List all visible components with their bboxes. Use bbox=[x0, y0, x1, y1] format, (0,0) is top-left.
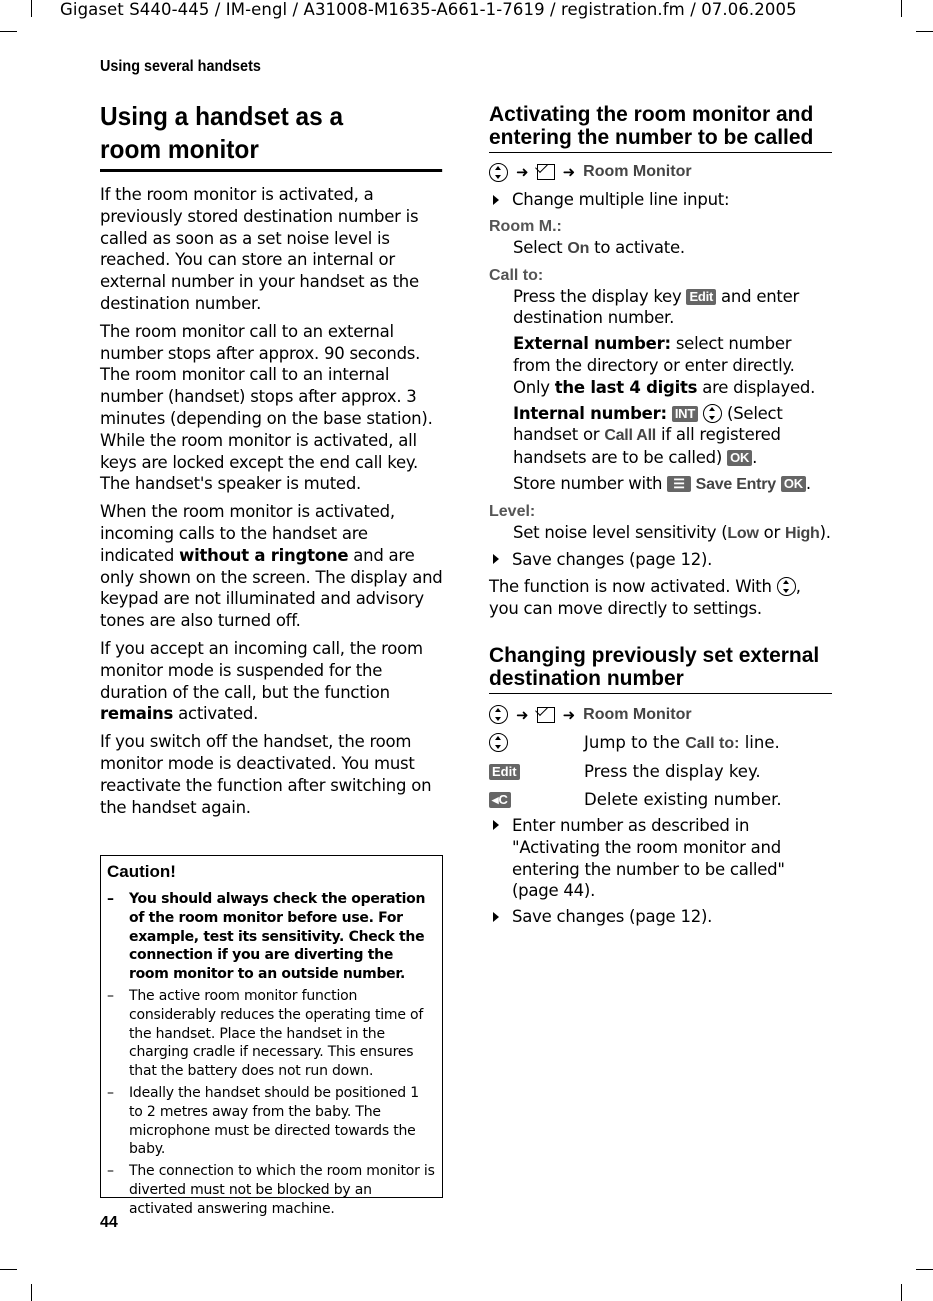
crop-mark bbox=[0, 31, 17, 32]
step-save-changes: Save changes (page 12). bbox=[493, 906, 832, 928]
caution-item: – The active room monitor function considerably reduces the operating time of the handset. Place the handset in the charging cradle if necessary. This ensures that the battery does not run down. bbox=[107, 987, 424, 1080]
int-key-icon: INT bbox=[672, 406, 698, 422]
running-header: Gigaset S440-445 / IM-engl / A31008-M1635-A661-1-7619 / registration.fm / 07.06.2005 bbox=[60, 0, 797, 19]
control-key-icon bbox=[489, 705, 508, 724]
control-key-icon bbox=[703, 404, 722, 423]
caution-item: – You should always check the operation of the room monitor before use. For example, test its sensitivity. Check the connection if you are diverting the room monitor to an outside number. bbox=[107, 891, 426, 983]
page-number: 44 bbox=[100, 1214, 118, 1231]
level-text: Set noise level sensitivity (Low or High). bbox=[513, 522, 831, 542]
changing-heading: Changing previously set external destination number bbox=[489, 644, 832, 694]
crop-mark bbox=[0, 1269, 17, 1270]
level-label: Level: bbox=[489, 502, 536, 520]
incoming-calls-paragraph: When the room monitor is activated, incoming calls to the handset are indicated without a ringtone and are only shown on the screen. The display and keypad are not illuminated and advisory tones are also turned off. bbox=[100, 502, 443, 631]
intro-paragraph: If the room monitor is activated, a previously stored destination number is called as soon as a set noise level is reached. You can store an internal or external number in your handset as the destination number. bbox=[100, 185, 419, 313]
left-column bbox=[100, 100, 443, 818]
page-heading: Using a handset as a room monitor bbox=[100, 100, 442, 172]
crop-mark bbox=[901, 1284, 902, 1301]
menu-key-icon: ☰ bbox=[667, 476, 690, 492]
room-m-label: Room M.: bbox=[489, 217, 562, 235]
arrow-icon: ➜ bbox=[562, 163, 576, 181]
delete-row: ◂C Delete existing number. bbox=[489, 789, 832, 811]
menu-item-room-monitor: Room Monitor bbox=[583, 705, 692, 723]
crop-mark bbox=[901, 0, 902, 17]
ok-key-icon: OK bbox=[781, 476, 806, 492]
ok-key-icon: OK bbox=[727, 450, 752, 466]
caution-item: – Ideally the handset should be positioned 1 to 2 metres away from the baby. The microphone must be directed towards the baby. bbox=[107, 1084, 419, 1158]
caution-title: Caution! bbox=[107, 862, 176, 881]
crop-mark bbox=[31, 1284, 32, 1301]
accept-call-paragraph: If you accept an incoming call, the room monitor mode is suspended for the duration of the call, but the function remains activated. bbox=[100, 638, 423, 724]
edit-key-icon: Edit bbox=[686, 289, 716, 305]
arrow-icon: ➜ bbox=[562, 705, 576, 724]
backspace-key-icon: ◂C bbox=[489, 792, 511, 808]
arrow-icon: ➜ bbox=[516, 705, 529, 724]
call-to-label: Call to: bbox=[489, 266, 544, 284]
menu-path bbox=[489, 704, 832, 726]
right-column bbox=[489, 103, 832, 928]
activated-paragraph: The function is now activated. With , you can move directly to settings. bbox=[489, 577, 801, 619]
call-to-text: Press the display key Edit and enter destination number. bbox=[513, 286, 800, 328]
arrow-icon: ➜ bbox=[516, 163, 529, 181]
step-save-changes: Save changes (page 12). bbox=[493, 549, 832, 571]
bullet-icon bbox=[493, 820, 499, 830]
internal-number-text: Internal number: INT (Select handset or Call All if all registered handsets are to be called) OK . bbox=[513, 403, 783, 468]
menu-item-room-monitor: Room Monitor bbox=[583, 163, 692, 180]
step-enter-number: Enter number as described in "Activating the room monitor and entering the number to be called" (page 44). bbox=[493, 815, 832, 902]
bullet-icon bbox=[493, 912, 499, 922]
jump-row: Jump to the Call to: line. bbox=[489, 732, 832, 755]
control-key-icon bbox=[777, 577, 796, 596]
edit-row: Edit Press the display key. bbox=[489, 761, 832, 783]
external-number-text: External number: select number from the directory or enter directly. Only the last 4 digits are displayed. bbox=[513, 334, 816, 397]
caution-box bbox=[100, 855, 443, 1217]
crop-mark bbox=[916, 1269, 933, 1270]
room-m-text: Select On to activate. bbox=[513, 237, 685, 257]
switch-off-paragraph: If you switch off the handset, the room monitor mode is deactivated. You must reactivate the function after switching on the handset again. bbox=[100, 732, 432, 817]
bullet-icon bbox=[493, 554, 499, 564]
store-number-text: Store number with ☰ Save Entry OK . bbox=[513, 473, 811, 493]
bullet-icon bbox=[493, 195, 499, 205]
messages-menu-icon bbox=[537, 164, 555, 180]
control-key-icon bbox=[489, 733, 508, 752]
edit-key-icon: Edit bbox=[489, 764, 520, 780]
step-change-input: Change multiple line input: bbox=[493, 189, 832, 211]
crop-mark bbox=[916, 31, 933, 32]
crop-mark bbox=[31, 0, 32, 17]
timeout-paragraph: The room monitor call to an external number stops after approx. 90 seconds. The room monitor call to an internal number (handset) stops after approx. 3 minutes (depending on the base station). While the room monitor is activated, all keys are locked except the end call key. The handset's speaker is muted. bbox=[100, 321, 433, 494]
activating-heading: Activating the room monitor and entering the number to be called bbox=[489, 103, 832, 153]
caution-item: – The connection to which the room monitor is diverted must not be blocked by an activated answering machine. bbox=[107, 1163, 435, 1217]
section-title: Using several handsets bbox=[100, 58, 261, 75]
control-key-icon bbox=[489, 163, 508, 182]
messages-menu-icon bbox=[537, 707, 555, 723]
menu-path bbox=[489, 161, 832, 183]
